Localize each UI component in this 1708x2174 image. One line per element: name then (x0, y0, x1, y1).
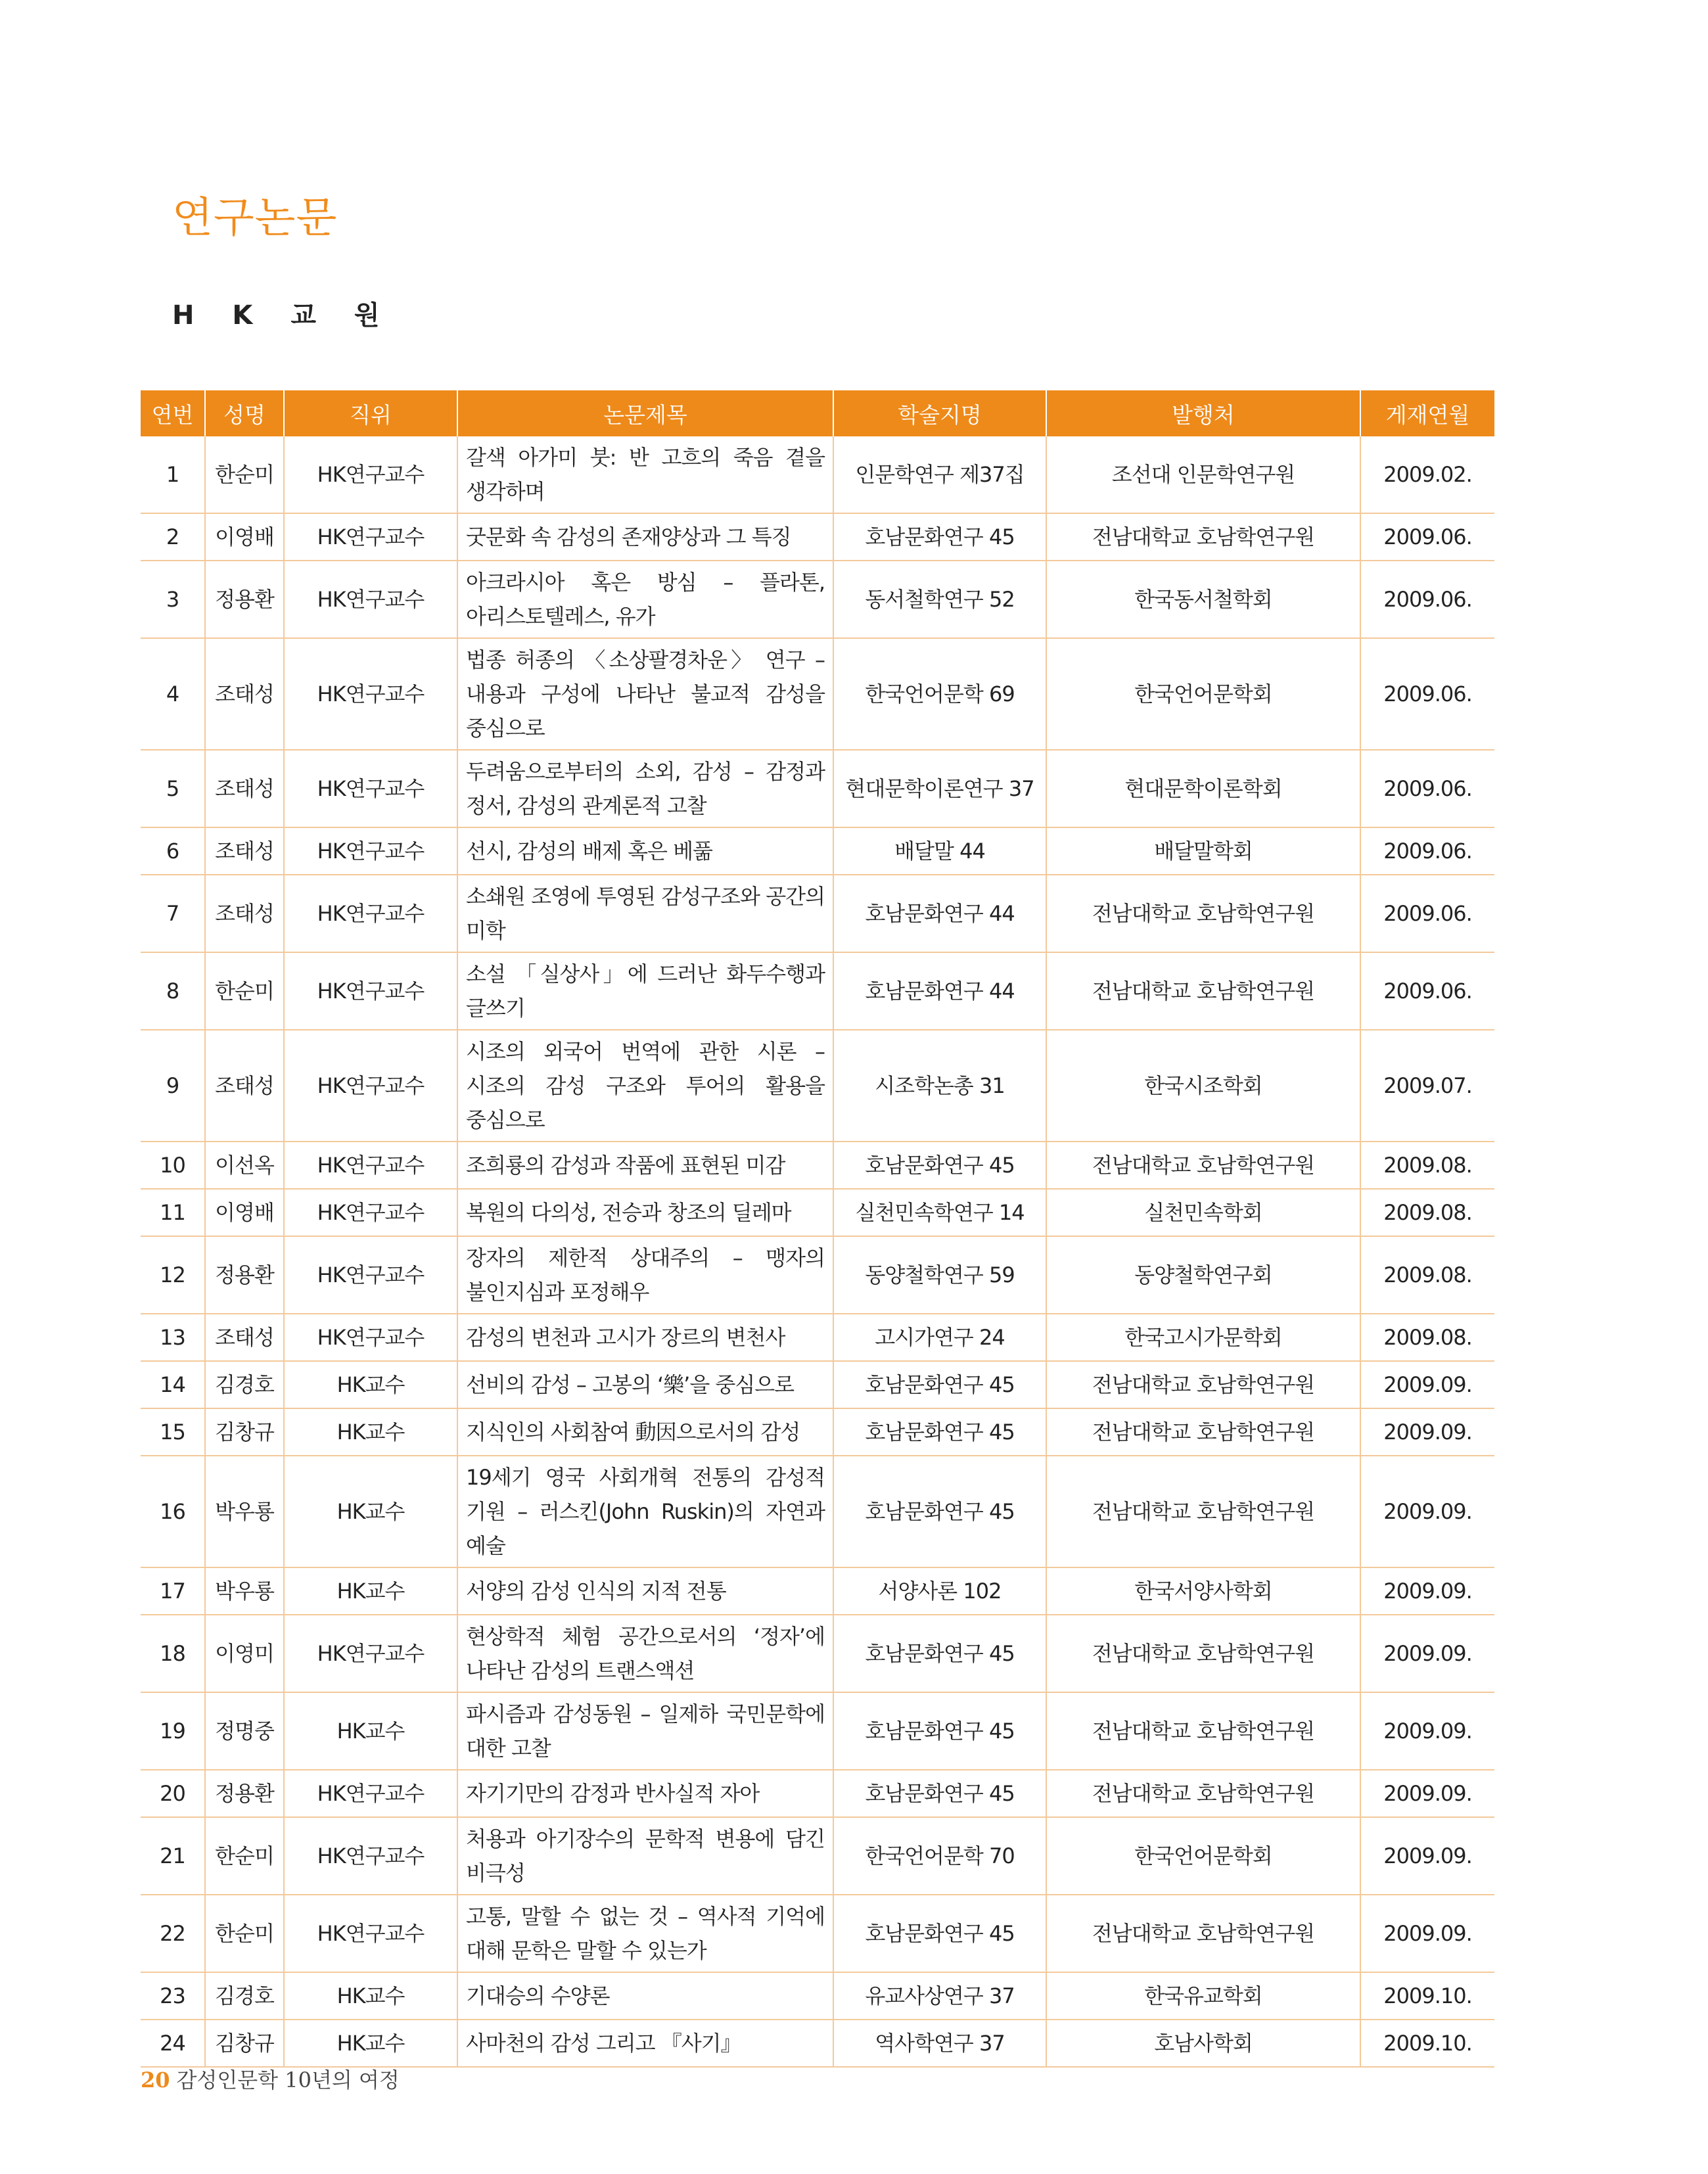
cell-journal: 호남문화연구 45 (833, 1692, 1046, 1770)
cell-journal: 인문학연구 제37집 (833, 436, 1046, 513)
table-row (141, 436, 1494, 513)
cell-date: 2009.06. (1360, 875, 1494, 952)
cell-date: 2009.09. (1360, 1692, 1494, 1770)
cell-position: HK연구교수 (284, 1314, 457, 1361)
table-row (141, 638, 1494, 750)
cell-publisher: 전남대학교 호남학연구원 (1046, 1142, 1360, 1189)
cell-position: HK연구교수 (284, 1142, 457, 1189)
cell-journal: 호남문화연구 45 (833, 1142, 1046, 1189)
cell-no: 13 (141, 1314, 205, 1361)
cell-position: HK교수 (284, 1361, 457, 1408)
page-title: 연구논문 (172, 194, 338, 243)
cell-position: HK연구교수 (284, 1236, 457, 1314)
cell-name: 이선옥 (205, 1142, 284, 1189)
cell-title: 파시즘과 감성동원 – 일제하 국민문학에 대한 고찰 (457, 1692, 833, 1770)
cell-publisher: 한국언어문학회 (1046, 1817, 1360, 1895)
cell-publisher: 한국언어문학회 (1046, 638, 1360, 750)
cell-journal: 한국언어문학 69 (833, 638, 1046, 750)
cell-publisher: 전남대학교 호남학연구원 (1046, 1361, 1360, 1408)
cell-title: 자기기만의 감정과 반사실적 자아 (457, 1770, 833, 1817)
cell-position: HK교수 (284, 1692, 457, 1770)
cell-journal: 역사학연구 37 (833, 2020, 1046, 2067)
cell-journal: 시조학논총 31 (833, 1030, 1046, 1142)
cell-publisher: 한국시조학회 (1046, 1030, 1360, 1142)
table-row (141, 1456, 1494, 1567)
cell-publisher: 호남사학회 (1046, 2020, 1360, 2067)
table-row (141, 1615, 1494, 1692)
cell-position: HK연구교수 (284, 875, 457, 952)
cell-date: 2009.07. (1360, 1030, 1494, 1142)
cell-publisher: 전남대학교 호남학연구원 (1046, 1615, 1360, 1692)
table-row (141, 1817, 1494, 1895)
table-row (141, 1770, 1494, 1817)
cell-date: 2009.06. (1360, 513, 1494, 561)
cell-position: HK연구교수 (284, 1817, 457, 1895)
table-row (141, 1361, 1494, 1408)
table-row (141, 1895, 1494, 1972)
cell-date: 2009.09. (1360, 1567, 1494, 1615)
cell-position: HK연구교수 (284, 1895, 457, 1972)
table-row (141, 1972, 1494, 2020)
cell-position: HK연구교수 (284, 1770, 457, 1817)
cell-title: 선비의 감성 – 고봉의 ‘樂’을 중심으로 (457, 1361, 833, 1408)
cell-no: 2 (141, 513, 205, 561)
cell-publisher: 한국서양사학회 (1046, 1567, 1360, 1615)
cell-journal: 호남문화연구 45 (833, 1895, 1046, 1972)
table-row (141, 1142, 1494, 1189)
cell-journal: 호남문화연구 44 (833, 875, 1046, 952)
table-row (141, 750, 1494, 827)
cell-publisher: 배달말학회 (1046, 827, 1360, 875)
cell-no: 4 (141, 638, 205, 750)
table-row (141, 1567, 1494, 1615)
cell-journal: 호남문화연구 45 (833, 513, 1046, 561)
table-row (141, 1314, 1494, 1361)
cell-no: 6 (141, 827, 205, 875)
cell-publisher: 전남대학교 호남학연구원 (1046, 1456, 1360, 1567)
cell-title: 아크라시아 혹은 방심 – 플라톤, 아리스토텔레스, 유가 (457, 561, 833, 638)
cell-date: 2009.10. (1360, 2020, 1494, 2067)
table-row (141, 1692, 1494, 1770)
cell-no: 18 (141, 1615, 205, 1692)
cell-name: 한순미 (205, 1895, 284, 1972)
cell-position: HK연구교수 (284, 952, 457, 1030)
cell-title: 두려움으로부터의 소외, 감성 – 감정과 정서, 감성의 관계론적 고찰 (457, 750, 833, 827)
cell-date: 2009.08. (1360, 1314, 1494, 1361)
cell-title: 현상학적 체험 공간으로서의 ‘정자’에 나타난 감성의 트랜스액션 (457, 1615, 833, 1692)
cell-title: 19세기 영국 사회개혁 전통의 감성적 기원 – 러스킨(John Ruskin)의 자연과 예술 (457, 1456, 833, 1567)
cell-journal: 현대문학이론연구 37 (833, 750, 1046, 827)
cell-date: 2009.06. (1360, 561, 1494, 638)
cell-no: 20 (141, 1770, 205, 1817)
cell-name: 김창규 (205, 2020, 284, 2067)
cell-title: 법종 허종의 〈소상팔경차운〉 연구 – 내용과 구성에 나타난 불교적 감성을 중심으로 (457, 638, 833, 750)
page-number: 20 (141, 2068, 170, 2093)
cell-publisher: 전남대학교 호남학연구원 (1046, 513, 1360, 561)
cell-position: HK교수 (284, 1972, 457, 2020)
cell-date: 2009.09. (1360, 1408, 1494, 1456)
cell-journal: 호남문화연구 44 (833, 952, 1046, 1030)
cell-name: 조태성 (205, 827, 284, 875)
section-title: H K 교 원 (172, 300, 394, 331)
cell-no: 24 (141, 2020, 205, 2067)
cell-title: 선시, 감성의 배제 혹은 베풂 (457, 827, 833, 875)
table-row (141, 1030, 1494, 1142)
cell-position: HK연구교수 (284, 561, 457, 638)
cell-name: 한순미 (205, 952, 284, 1030)
cell-journal: 고시가연구 24 (833, 1314, 1046, 1361)
cell-date: 2009.09. (1360, 1770, 1494, 1817)
cell-publisher: 전남대학교 호남학연구원 (1046, 1692, 1360, 1770)
col-header-title: 논문제목 (457, 390, 833, 436)
cell-publisher: 전남대학교 호남학연구원 (1046, 1895, 1360, 1972)
cell-position: HK연구교수 (284, 436, 457, 513)
cell-no: 22 (141, 1895, 205, 1972)
table-row (141, 827, 1494, 875)
cell-journal: 한국언어문학 70 (833, 1817, 1046, 1895)
cell-date: 2009.02. (1360, 436, 1494, 513)
cell-no: 7 (141, 875, 205, 952)
cell-title: 굿문화 속 감성의 존재양상과 그 특징 (457, 513, 833, 561)
cell-title: 감성의 변천과 고시가 장르의 변천사 (457, 1314, 833, 1361)
cell-title: 서양의 감성 인식의 지적 전통 (457, 1567, 833, 1615)
table-row (141, 875, 1494, 952)
table-row (141, 1408, 1494, 1456)
papers-table (141, 390, 1494, 2068)
cell-date: 2009.06. (1360, 750, 1494, 827)
cell-name: 조태성 (205, 638, 284, 750)
cell-date: 2009.06. (1360, 952, 1494, 1030)
cell-date: 2009.08. (1360, 1142, 1494, 1189)
cell-journal: 호남문화연구 45 (833, 1361, 1046, 1408)
cell-title: 갈색 아가미 붓: 반 고흐의 죽음 곁을 생각하며 (457, 436, 833, 513)
cell-date: 2009.10. (1360, 1972, 1494, 2020)
cell-date: 2009.09. (1360, 1361, 1494, 1408)
cell-position: HK교수 (284, 1408, 457, 1456)
cell-no: 3 (141, 561, 205, 638)
cell-name: 김경호 (205, 1972, 284, 2020)
cell-position: HK교수 (284, 2020, 457, 2067)
cell-position: HK연구교수 (284, 1189, 457, 1236)
cell-name: 박우룡 (205, 1567, 284, 1615)
cell-title: 소쇄원 조영에 투영된 감성구조와 공간의 미학 (457, 875, 833, 952)
cell-name: 정용환 (205, 1236, 284, 1314)
cell-no: 9 (141, 1030, 205, 1142)
col-header-no: 연번 (141, 390, 205, 436)
cell-title: 처용과 아기장수의 문학적 변용에 담긴 비극성 (457, 1817, 833, 1895)
cell-position: HK연구교수 (284, 1615, 457, 1692)
cell-position: HK연구교수 (284, 827, 457, 875)
cell-publisher: 한국고시가문학회 (1046, 1314, 1360, 1361)
col-header-publisher: 발행처 (1046, 390, 1360, 436)
cell-date: 2009.06. (1360, 827, 1494, 875)
cell-name: 김경호 (205, 1361, 284, 1408)
cell-no: 19 (141, 1692, 205, 1770)
cell-publisher: 동양철학연구회 (1046, 1236, 1360, 1314)
cell-journal: 배달말 44 (833, 827, 1046, 875)
cell-name: 이영배 (205, 1189, 284, 1236)
cell-publisher: 전남대학교 호남학연구원 (1046, 1770, 1360, 1817)
table-header-row (141, 390, 1494, 436)
cell-date: 2009.09. (1360, 1895, 1494, 1972)
cell-name: 정용환 (205, 561, 284, 638)
cell-publisher: 한국동서철학회 (1046, 561, 1360, 638)
col-header-position: 직위 (284, 390, 457, 436)
cell-journal: 호남문화연구 45 (833, 1615, 1046, 1692)
col-header-name: 성명 (205, 390, 284, 436)
cell-no: 16 (141, 1456, 205, 1567)
cell-title: 조희룡의 감성과 작품에 표현된 미감 (457, 1142, 833, 1189)
cell-name: 조태성 (205, 1030, 284, 1142)
cell-title: 사마천의 감성 그리고 『사기』 (457, 2020, 833, 2067)
cell-date: 2009.09. (1360, 1615, 1494, 1692)
cell-journal: 호남문화연구 45 (833, 1408, 1046, 1456)
cell-no: 11 (141, 1189, 205, 1236)
cell-no: 15 (141, 1408, 205, 1456)
cell-no: 12 (141, 1236, 205, 1314)
cell-name: 이영배 (205, 513, 284, 561)
cell-no: 17 (141, 1567, 205, 1615)
cell-position: HK교수 (284, 1456, 457, 1567)
cell-journal: 호남문화연구 45 (833, 1770, 1046, 1817)
cell-title: 소설 「실상사」에 드러난 화두수행과 글쓰기 (457, 952, 833, 1030)
cell-name: 정명중 (205, 1692, 284, 1770)
cell-position: HK연구교수 (284, 638, 457, 750)
cell-no: 1 (141, 436, 205, 513)
page-footer (141, 2064, 400, 2094)
cell-journal: 호남문화연구 45 (833, 1456, 1046, 1567)
cell-journal: 실천민속학연구 14 (833, 1189, 1046, 1236)
cell-publisher: 실천민속학회 (1046, 1189, 1360, 1236)
cell-name: 한순미 (205, 436, 284, 513)
cell-title: 지식인의 사회참여 動因으로서의 감성 (457, 1408, 833, 1456)
cell-title: 시조의 외국어 번역에 관한 시론 – 시조의 감성 구조와 투어의 활용을 중심으로 (457, 1030, 833, 1142)
cell-publisher: 전남대학교 호남학연구원 (1046, 952, 1360, 1030)
cell-journal: 동양철학연구 59 (833, 1236, 1046, 1314)
cell-date: 2009.09. (1360, 1817, 1494, 1895)
cell-position: HK연구교수 (284, 750, 457, 827)
table-row (141, 513, 1494, 561)
cell-name: 정용환 (205, 1770, 284, 1817)
cell-date: 2009.08. (1360, 1236, 1494, 1314)
cell-no: 8 (141, 952, 205, 1030)
table-body (141, 436, 1494, 2067)
table-row (141, 952, 1494, 1030)
cell-date: 2009.06. (1360, 638, 1494, 750)
cell-no: 21 (141, 1817, 205, 1895)
cell-title: 장자의 제한적 상대주의 – 맹자의 불인지심과 포정해우 (457, 1236, 833, 1314)
cell-name: 조태성 (205, 750, 284, 827)
cell-no: 10 (141, 1142, 205, 1189)
footer-text: 감성인문학 10년의 여정 (176, 2068, 400, 2093)
cell-publisher: 현대문학이론학회 (1046, 750, 1360, 827)
col-header-journal: 학술지명 (833, 390, 1046, 436)
table-row (141, 561, 1494, 638)
cell-publisher: 조선대 인문학연구원 (1046, 436, 1360, 513)
cell-publisher: 전남대학교 호남학연구원 (1046, 1408, 1360, 1456)
cell-journal: 유교사상연구 37 (833, 1972, 1046, 2020)
cell-name: 조태성 (205, 875, 284, 952)
cell-name: 박우룡 (205, 1456, 284, 1567)
cell-no: 14 (141, 1361, 205, 1408)
table-row (141, 2020, 1494, 2067)
cell-journal: 동서철학연구 52 (833, 561, 1046, 638)
cell-title: 복원의 다의성, 전승과 창조의 딜레마 (457, 1189, 833, 1236)
cell-journal: 서양사론 102 (833, 1567, 1046, 1615)
cell-position: HK연구교수 (284, 513, 457, 561)
table-row (141, 1189, 1494, 1236)
cell-title: 고통, 말할 수 없는 것 – 역사적 기억에 대해 문학은 말할 수 있는가 (457, 1895, 833, 1972)
cell-date: 2009.09. (1360, 1456, 1494, 1567)
cell-date: 2009.08. (1360, 1189, 1494, 1236)
cell-name: 이영미 (205, 1615, 284, 1692)
cell-publisher: 한국유교학회 (1046, 1972, 1360, 2020)
cell-no: 23 (141, 1972, 205, 2020)
col-header-date: 게재연월 (1360, 390, 1494, 436)
cell-name: 김창규 (205, 1408, 284, 1456)
cell-no: 5 (141, 750, 205, 827)
cell-publisher: 전남대학교 호남학연구원 (1046, 875, 1360, 952)
cell-title: 기대승의 수양론 (457, 1972, 833, 2020)
cell-position: HK연구교수 (284, 1030, 457, 1142)
cell-name: 한순미 (205, 1817, 284, 1895)
cell-position: HK교수 (284, 1567, 457, 1615)
table-row (141, 1236, 1494, 1314)
cell-name: 조태성 (205, 1314, 284, 1361)
